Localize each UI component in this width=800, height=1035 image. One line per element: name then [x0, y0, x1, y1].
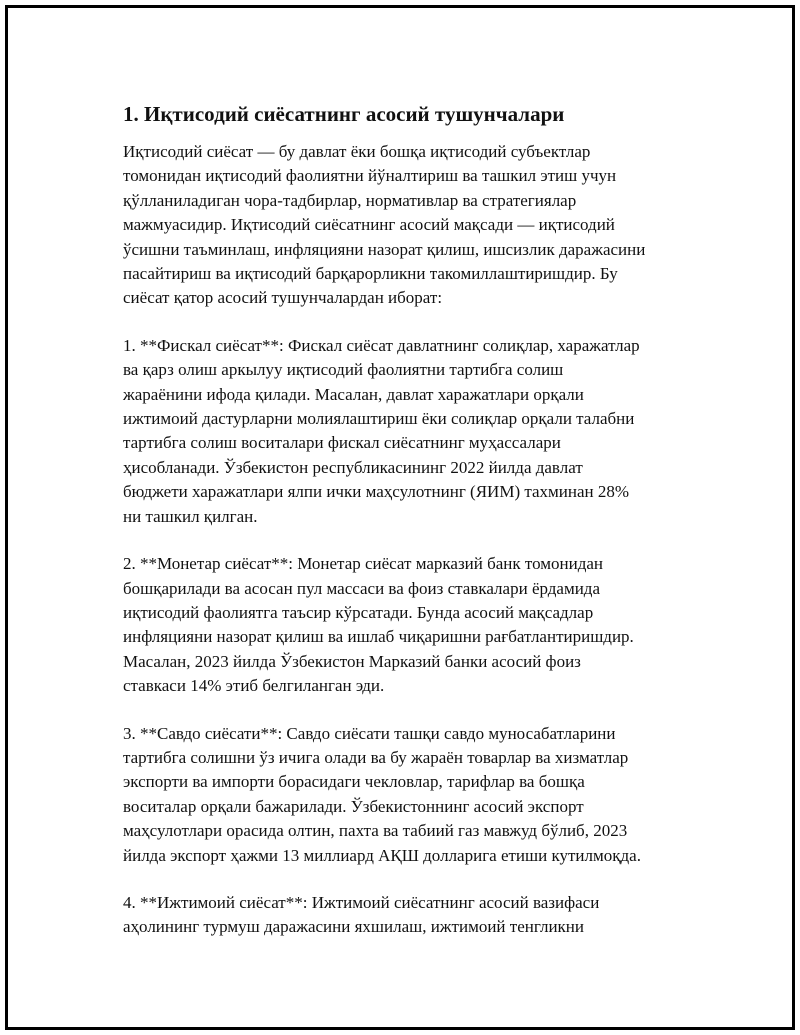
section-heading: 1. Иқтисодий сиёсатнинг асосий тушунчалари — [123, 102, 565, 126]
text-line: ўсишни таъминлаш, инфляцияни назорат қилиш, ишсизлик даражасини — [123, 239, 646, 259]
text-line: иқтисодий фаолиятга таъсир кўрсатади. Бунда асосий мақсадлар — [123, 602, 594, 622]
text-line: аҳолининг турмуш даражасини яхшилаш, ижтимоий тенгликни — [123, 917, 585, 937]
text-line: маҳсулотлари орасида олтин, пахта ва табиий газ мавжуд бўлиб, 2023 — [123, 821, 628, 841]
text-line: ставкаси 14% этиб белгиланган эди. — [123, 676, 385, 696]
text-line: тартибга солиш воситалари фискал сиёсатнинг муҳассалари — [123, 433, 561, 453]
document-body — [123, 100, 703, 963]
text-line: 3. **Савдо сиёсати**: Савдо сиёсати ташқи савдо муносабатларини — [123, 723, 616, 743]
intro-paragraph — [123, 140, 703, 311]
text-line: 2. **Монетар сиёсат**: Монетар сиёсат марказий банк томонидан — [123, 554, 604, 574]
text-line: 1. **Фискал сиёсат**: Фискал сиёсат давлатнинг солиқлар, харажатлар — [123, 335, 640, 355]
text-line: тартибга солишни ўз ичига олади ва бу жараён товарлар ва хизматлар — [123, 747, 629, 767]
text-line: ҳисобланади. Ўзбекистон республикасининг 2022 йилда давлат — [123, 457, 583, 477]
text-line: мажмуасидир. Иқтисодий сиёсатнинг асосий мақсади — иқтисодий — [123, 215, 615, 235]
text-line: Иқтисодий сиёсат — бу давлат ёки бошқа иқтисодий субъектлар — [123, 142, 591, 161]
text-line: йилда экспорт ҳажми 13 миллиард АҚШ долларига етиши кутилмоқда. — [123, 845, 641, 865]
text-line: қўлланиладиган чора-тадбирлар, нормативлар ва стратегиялар — [123, 190, 577, 210]
trade-policy-paragraph — [123, 722, 703, 868]
text-line: томонидан иқтисодий фаолиятни йўналтириш ва ташкил этиш учун — [123, 166, 617, 186]
text-line: ижтимоий дастурларни молиялаштириш ёки солиқлар орқали талабни — [123, 409, 635, 429]
text-line: пасайтириш ва иқтисодий барқарорликни такомиллаштиришдир. Бу — [123, 264, 618, 284]
text-line: бошқарилади ва асосан пул массаси ва фоиз ставкалари ёрдамида — [123, 578, 601, 598]
text-line: жараёнини ифода қилади. Масалан, давлат харажатлари орқали — [123, 384, 584, 404]
text-line: воситалар орқали бажарилади. Ўзбекистоннинг асосий экспорт — [123, 796, 584, 816]
social-policy-paragraph — [123, 891, 703, 940]
text-line: бюджети харажатлари ялпи ички маҳсулотнинг (ЯИМ) тахминан 28% — [123, 482, 630, 502]
fiscal-policy-paragraph — [123, 334, 703, 529]
text-line: ва қарз олиш аркылуу иқтисодий фаолиятни тартибга солиш — [123, 360, 564, 380]
text-line: ни ташкил қилган. — [123, 506, 258, 526]
page-frame — [5, 5, 795, 1030]
text-line: 4. **Ижтимоий сиёсат**: Ижтимоий сиёсатнинг асосий вазифаси — [123, 892, 600, 912]
monetary-policy-paragraph — [123, 552, 703, 698]
text-line: сиёсат қатор асосий тушунчалардан иборат: — [123, 288, 443, 308]
text-line: экспорти ва импорти борасидаги чекловлар, тарифлар ва бошқа — [123, 772, 585, 792]
text-line: инфляцияни назорат қилиш ва ишлаб чиқаришни рағбатлантиришдир. — [123, 627, 634, 647]
text-line: Масалан, 2023 йилда Ўзбекистон Марказий банки асосий фоиз — [123, 651, 581, 671]
